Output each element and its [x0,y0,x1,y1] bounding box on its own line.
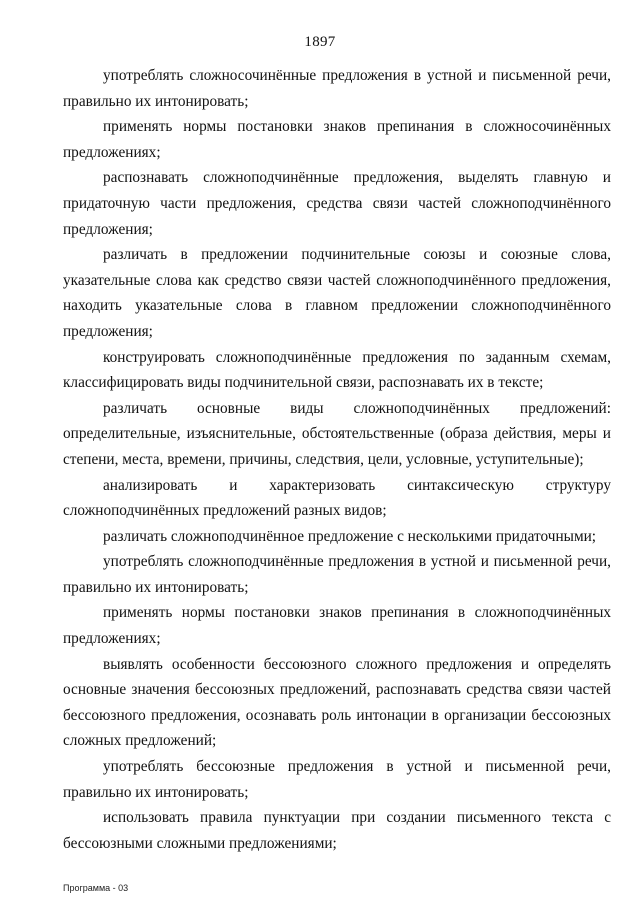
paragraph: использовать правила пунктуации при создании письменного текста с бессоюзными сложными предложениями; [63,809,611,852]
paragraph: применять нормы постановки знаков препинания в сложноподчинённых предложениях; [63,604,611,648]
footer-label: Программа - 03 [63,883,129,893]
document-body [63,63,611,856]
paragraph: распознавать сложноподчинённые предложения, выделять главную и придаточную части предложения, средства связи частей сложноподчинённого предложения; [63,169,611,238]
paragraph: применять нормы постановки знаков препинания в сложносочинённых предложениях; [63,118,611,161]
paragraph: различать в предложении подчинительные союзы и союзные слова, указательные слова как средство связи частей сложноподчинённого предложения, находить указательные слова в главном предложении сложноподчинённого предложения; [63,246,611,340]
paragraph: употреблять бессоюзные предложения в устной и письменной речи, правильно их интонировать; [63,758,611,801]
paragraph: конструировать сложноподчинённые предложения по заданным схемам, классифицировать виды подчинительной связи, распознавать их в тексте; [63,348,611,392]
page-number: 1897 [304,34,336,50]
paragraph: анализировать и характеризовать синтаксическую структуру сложноподчинённых предложений разных видов; [63,476,611,520]
paragraph: различать основные виды сложноподчинённых предложений: определительные, изъяснительные, обстоятельственные (образа действия, меры и степени, места, времени, причины, следствия, цели, условные, уступительные); [63,399,611,468]
paragraph: употреблять сложносочинённые предложения в устной и письменной речи, правильно их интонировать; [63,67,611,110]
paragraph: выявлять особенности бессоюзного сложного предложения и определять основные значения бессоюзных предложений, распознавать средства связи частей бессоюзного предложения, осознавать роль интонации в организации бессоюзных сложных предложений; [63,655,611,750]
paragraph: различать сложноподчинённое предложение с несколькими придаточными; [103,527,597,545]
paragraph: употреблять сложноподчинённые предложения в устной и письменной речи, правильно их интонировать; [63,553,611,596]
